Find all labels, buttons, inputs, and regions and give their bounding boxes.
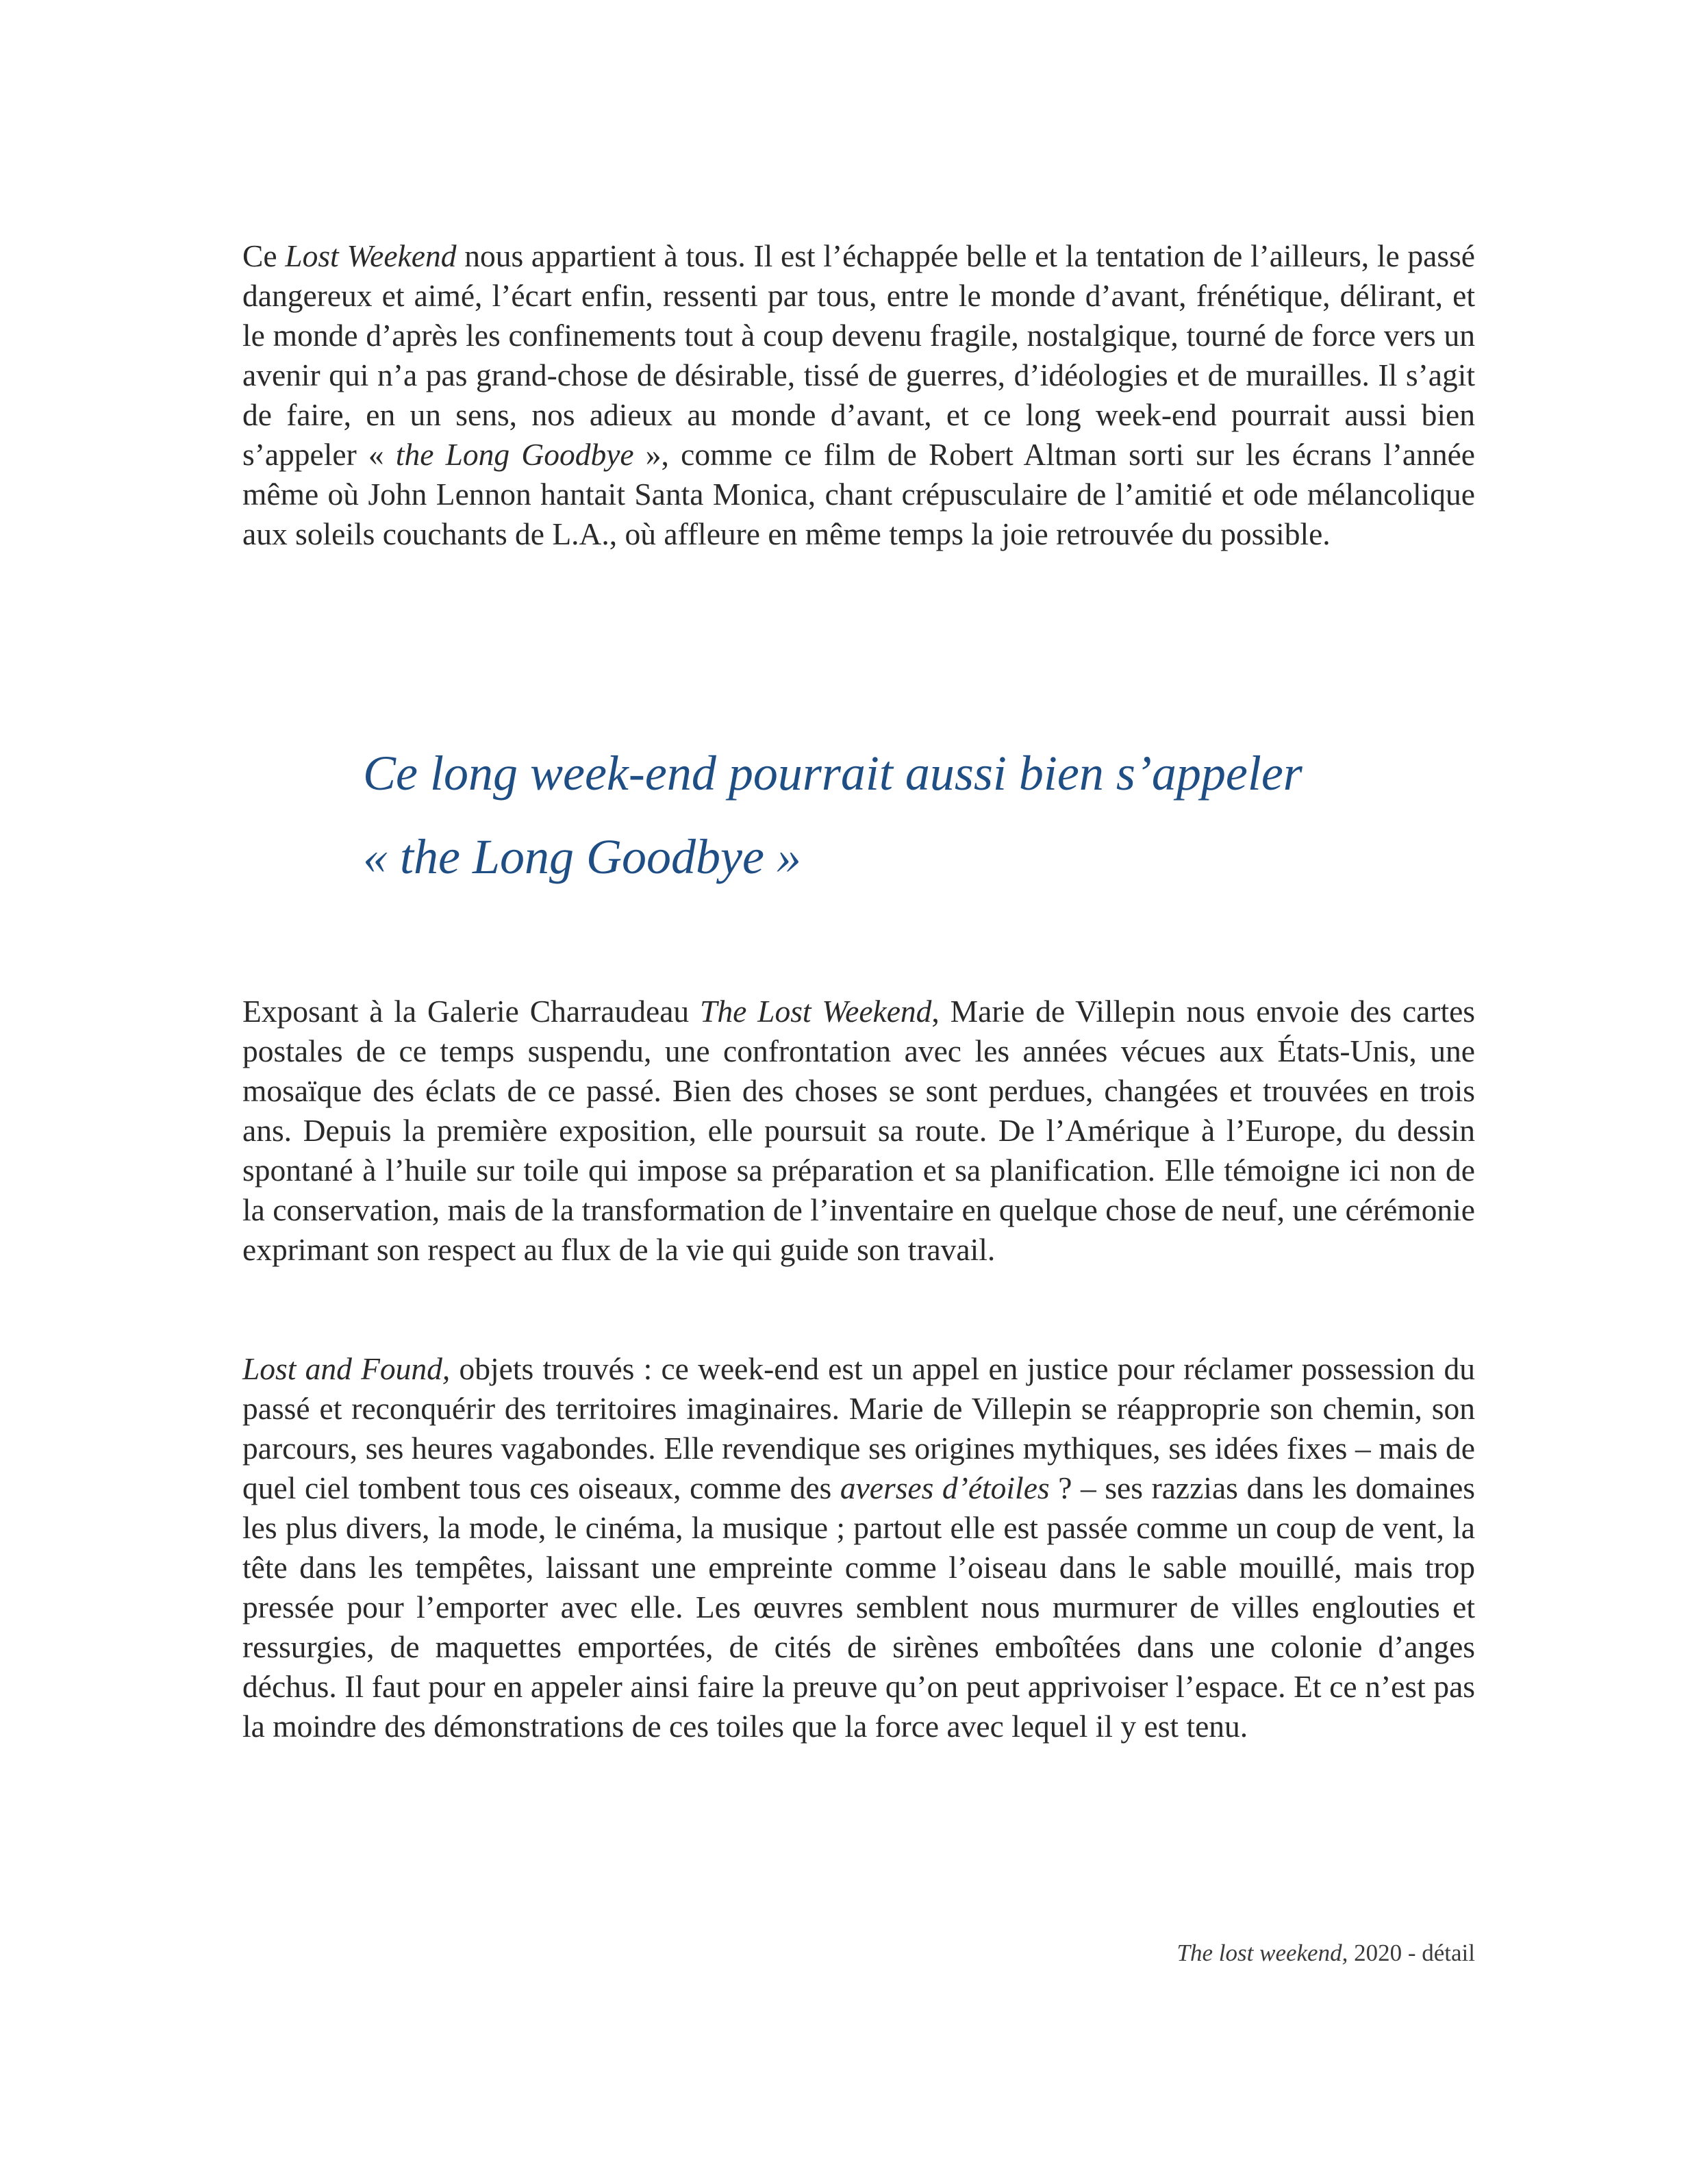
body-paragraph [242,992,1475,1270]
pull-quote-line: Ce long week-end pourrait aussi bien s’appeler [363,746,1302,801]
body-paragraph [242,236,1475,554]
text-run: nous appartient à tous. Il est l’échappée belle et la tentation de l’ailleurs, le passé dangereux et aimé, l’écart enfin, ressenti par tous, entre le monde d’avant, frénétique, délirant, et le monde d’après les confinements tout à coup devenu fragile, nostalgique, tourné de force vers un avenir qui n’a pas grand-chose de désirable, tissé de guerres, d’idéologies et de murailles. Il s’agit de faire, en un sens, nos adieux au monde d’avant, et ce long week-end pourrait aussi bien s’appeler « [242,238,1475,472]
text-run: Ce [242,238,286,273]
text-run: , Marie de Villepin nous envoie des cartes postales de ce temps suspendu, une confrontation avec les années vécues aux États-Unis, une mosaïque des éclats de ce passé. Bien des choses se sont perdues, changées et trouvées en trois ans. Depuis la première exposition, elle poursuit sa route. De l’Amérique à l’Europe, du dessin spontané à l’huile sur toile qui impose sa préparation et sa planification. Elle témoigne ici non de la conservation, mais de la transformation de l’inventaire en quelque chose de neuf, une cérémonie exprimant son respect au flux de la vie qui guide son travail. [242,994,1475,1267]
caption-detail: 2020 - détail [1348,1940,1475,1966]
body-paragraph [242,1349,1475,1746]
pull-quote [363,731,1493,899]
italic-run: Lost and Found, [242,1351,451,1386]
italic-run: Lost Weekend [285,238,457,273]
pull-quote-line: « the Long Goodbye » [363,829,801,884]
italic-run: The Lost Weekend [700,994,932,1029]
caption-title: The lost weekend, [1176,1940,1348,1966]
italic-run: the Long Goodbye [395,437,634,472]
text-run: ? – ses razzias dans les domaines les plus divers, la mode, le cinéma, la musique ; partout elle est passée comme un coup de vent, la tête dans les tempêtes, laissant une empreinte comme l’oiseau dans le sable mouillé, mais trop pressée pour l’emporter avec elle. Les œuvres semblent nous murmurer de villes englouties et ressurgies, de maquettes emportées, de cités de sirènes emboîtées dans une colonie d’anges déchus. Il faut pour en appeler ainsi faire la preuve qu’on peut apprivoiser l’espace. Et ce n’est pas la moindre des démonstrations de ces toiles que la force avec lequel il y est tenu. [242,1470,1475,1744]
text-run: objets trouvés : ce week-end est un appel en justice pour réclamer possession du passé et reconquérir des territoires imaginaires. Marie de Villepin se réapproprie son chemin, son parcours, ses heures vagabondes. Elle revendique ses origines mythiques, ses idées fixes – mais de quel ciel tombent tous ces oiseaux, comme des [242,1351,1476,1505]
image-caption [1177,1938,1475,1968]
text-run: », comme ce film de Robert Altman sorti sur les écrans l’année même où John Lennon hantait Santa Monica, chant crépusculaire de l’amitié et ode mélancolique aux soleils couchants de L.A., où affleure en même temps la joie retrouvée du possible. [242,437,1475,551]
italic-run: averses d’étoiles [840,1470,1050,1505]
text-run: Exposant à la Galerie Charraudeau [242,994,701,1029]
